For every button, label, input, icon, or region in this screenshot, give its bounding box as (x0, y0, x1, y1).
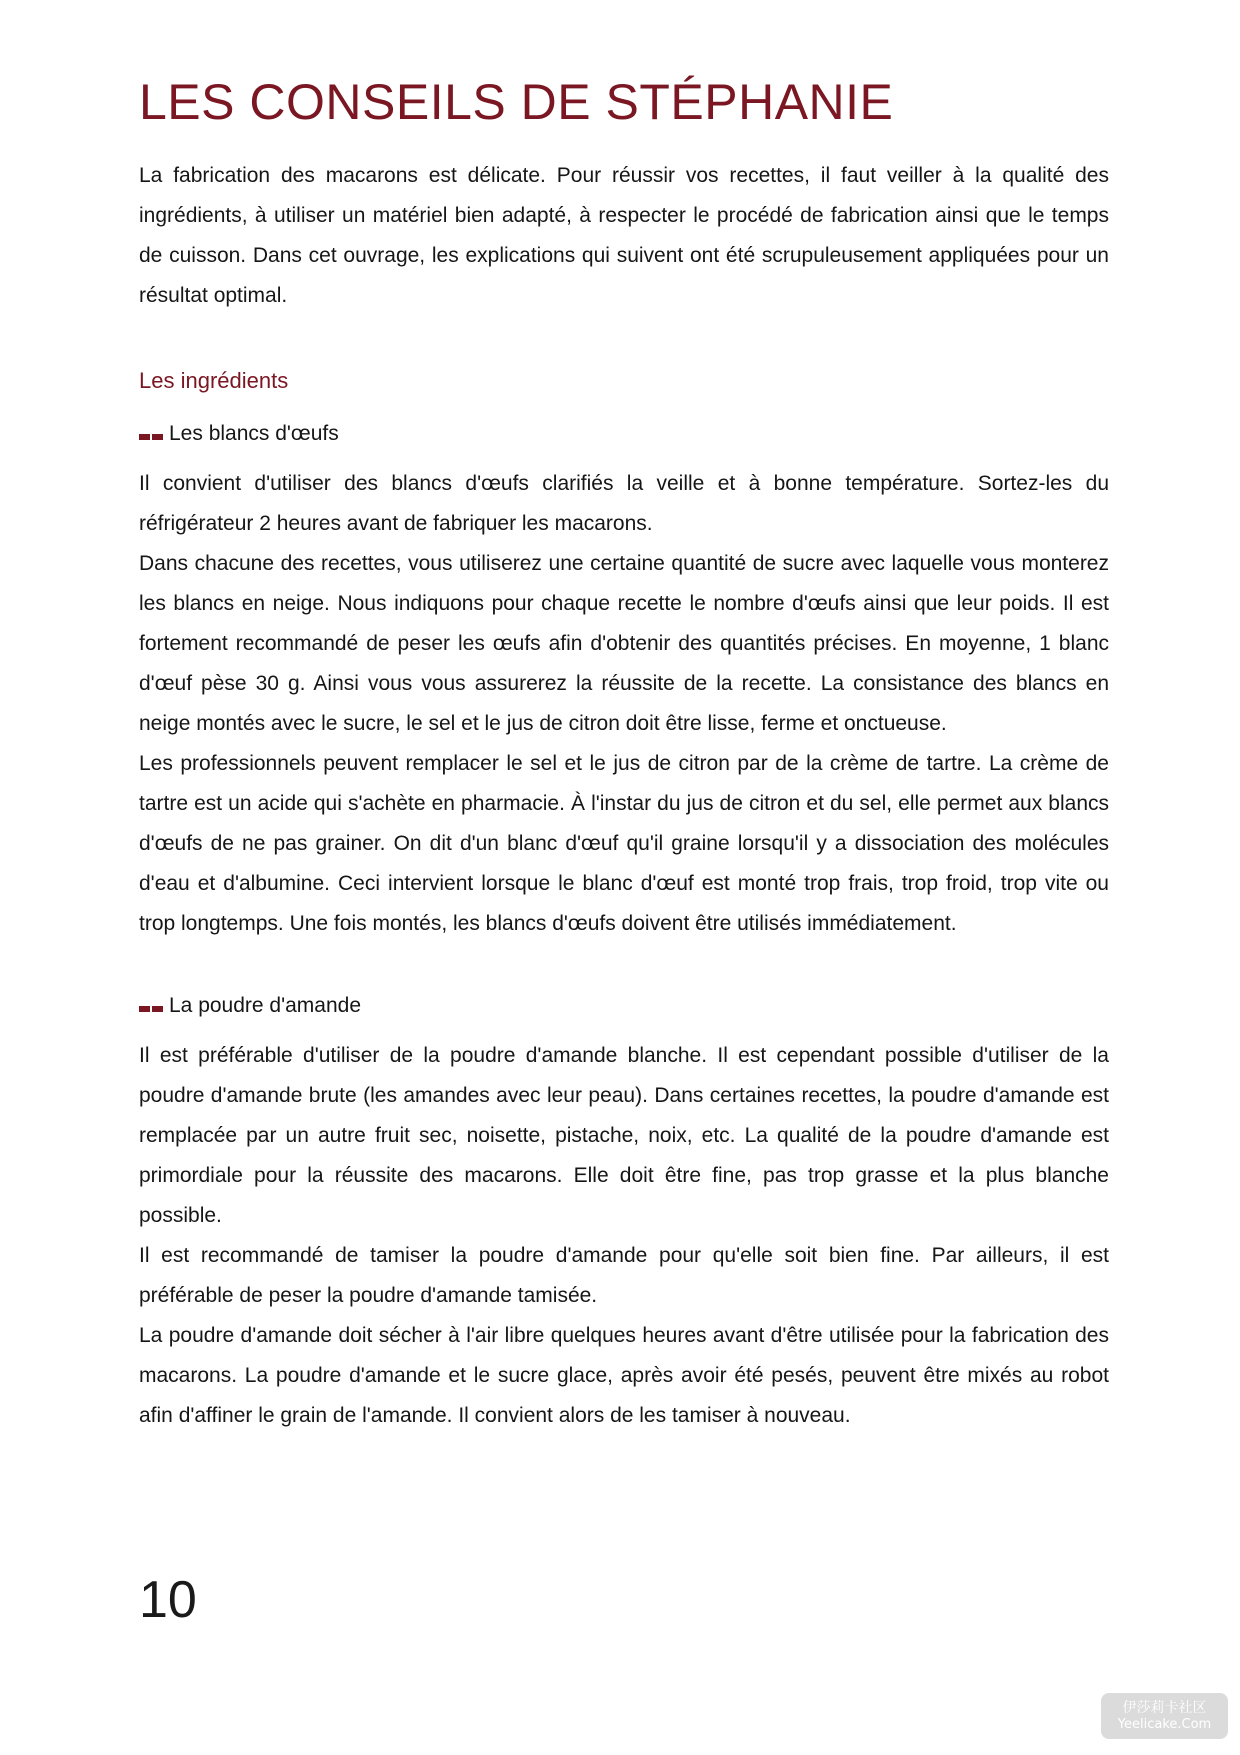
subsection-almond-powder (139, 986, 1109, 1436)
section-title: Les ingrédients (139, 368, 289, 393)
page-title: LES CONSEILS DE STÉPHANIE (139, 74, 894, 130)
page-number: 10 (139, 1571, 197, 1629)
body-paragraph: Il est préférable d'utiliser de la poudre d'amande blanche. Il est cependant possible d'utiliser de la poudre d'amande brute (les amandes avec leur peau). Dans certaines recettes, la poudre d'amande est remplacée par un autre fruit sec, noisette, pistache, noix, etc. La qualité de la poudre d'amande est primordiale pour la réussite des macarons. Elle doit être fine, pas trop grasse et la plus blanche possible. (139, 1044, 1109, 1227)
subsection-heading-label: La poudre d'amande (169, 994, 361, 1017)
subsection-body (139, 1036, 1109, 1436)
body-paragraph: Il convient d'utiliser des blancs d'œufs clarifiés la veille et à bonne température. Sortez-les du réfrigérateur 2 heures avant de fabriquer les macarons. (139, 472, 1109, 535)
body-paragraph: Les professionnels peuvent remplacer le sel et le jus de citron par de la crème de tartre. La crème de tartre est un acide qui s'achète en pharmacie. À l'instar du jus de citron et du sel, elle permet aux blancs d'œufs de ne pas grainer. On dit d'un blanc d'œuf qu'il graine lorsqu'il y a dissociation des molécules d'eau et d'albumine. Ceci intervient lorsque le blanc d'œuf est monté trop frais, trop froid, trop vite ou trop longtemps. Une fois montés, les blancs d'œufs doivent être utilisés immédiatement. (139, 752, 1109, 935)
body-paragraph: Il est recommandé de tamiser la poudre d'amande pour qu'elle soit bien fine. Par ailleurs, il est préférable de peser la poudre d'amande tamisée. (139, 1244, 1109, 1307)
bullet-icon (139, 1006, 163, 1012)
intro-paragraph: La fabrication des macarons est délicate. Pour réussir vos recettes, il faut veiller à la qualité des ingrédients, à utiliser un matériel bien adapté, à respecter le procédé de fabrication ainsi que le temps de cuisson. Dans cet ouvrage, les explications qui suivent ont été scrupuleusement appliquées pour un résultat optimal. (139, 164, 1109, 307)
subsection-heading (139, 986, 1109, 1026)
subsection-body (139, 464, 1109, 944)
watermark-line: Yeelicake.Com (1117, 1717, 1212, 1732)
subsection-heading-label: Les blancs d'œufs (169, 422, 339, 445)
body-paragraph: La poudre d'amande doit sécher à l'air libre quelques heures avant d'être utilisée pour la fabrication des macarons. La poudre d'amande et le sucre glace, après avoir été pesés, peuvent être mixés au robot afin d'affiner le grain de l'amande. Il convient alors de les tamiser à nouveau. (139, 1324, 1109, 1427)
watermark-line: 伊莎莉卡社区 (1122, 1700, 1207, 1716)
body-paragraph: Dans chacune des recettes, vous utiliserez une certaine quantité de sucre avec laquelle vous monterez les blancs en neige. Nous indiquons pour chaque recette le nombre d'œufs ainsi que leur poids. Il est fortement recommandé de peser les œufs afin d'obtenir des quantités précises. En moyenne, 1 blanc d'œuf pèse 30 g. Ainsi vous vous assurerez la réussite de la recette. La consistance des blancs en neige montés avec le sucre, le sel et le jus de citron doit être lisse, ferme et onctueuse. (139, 552, 1109, 735)
page-content (139, 72, 1109, 1436)
watermark-logo (1101, 1693, 1228, 1739)
subsection-heading (139, 414, 1109, 454)
bullet-icon (139, 434, 163, 440)
subsection-egg-whites (139, 414, 1109, 944)
